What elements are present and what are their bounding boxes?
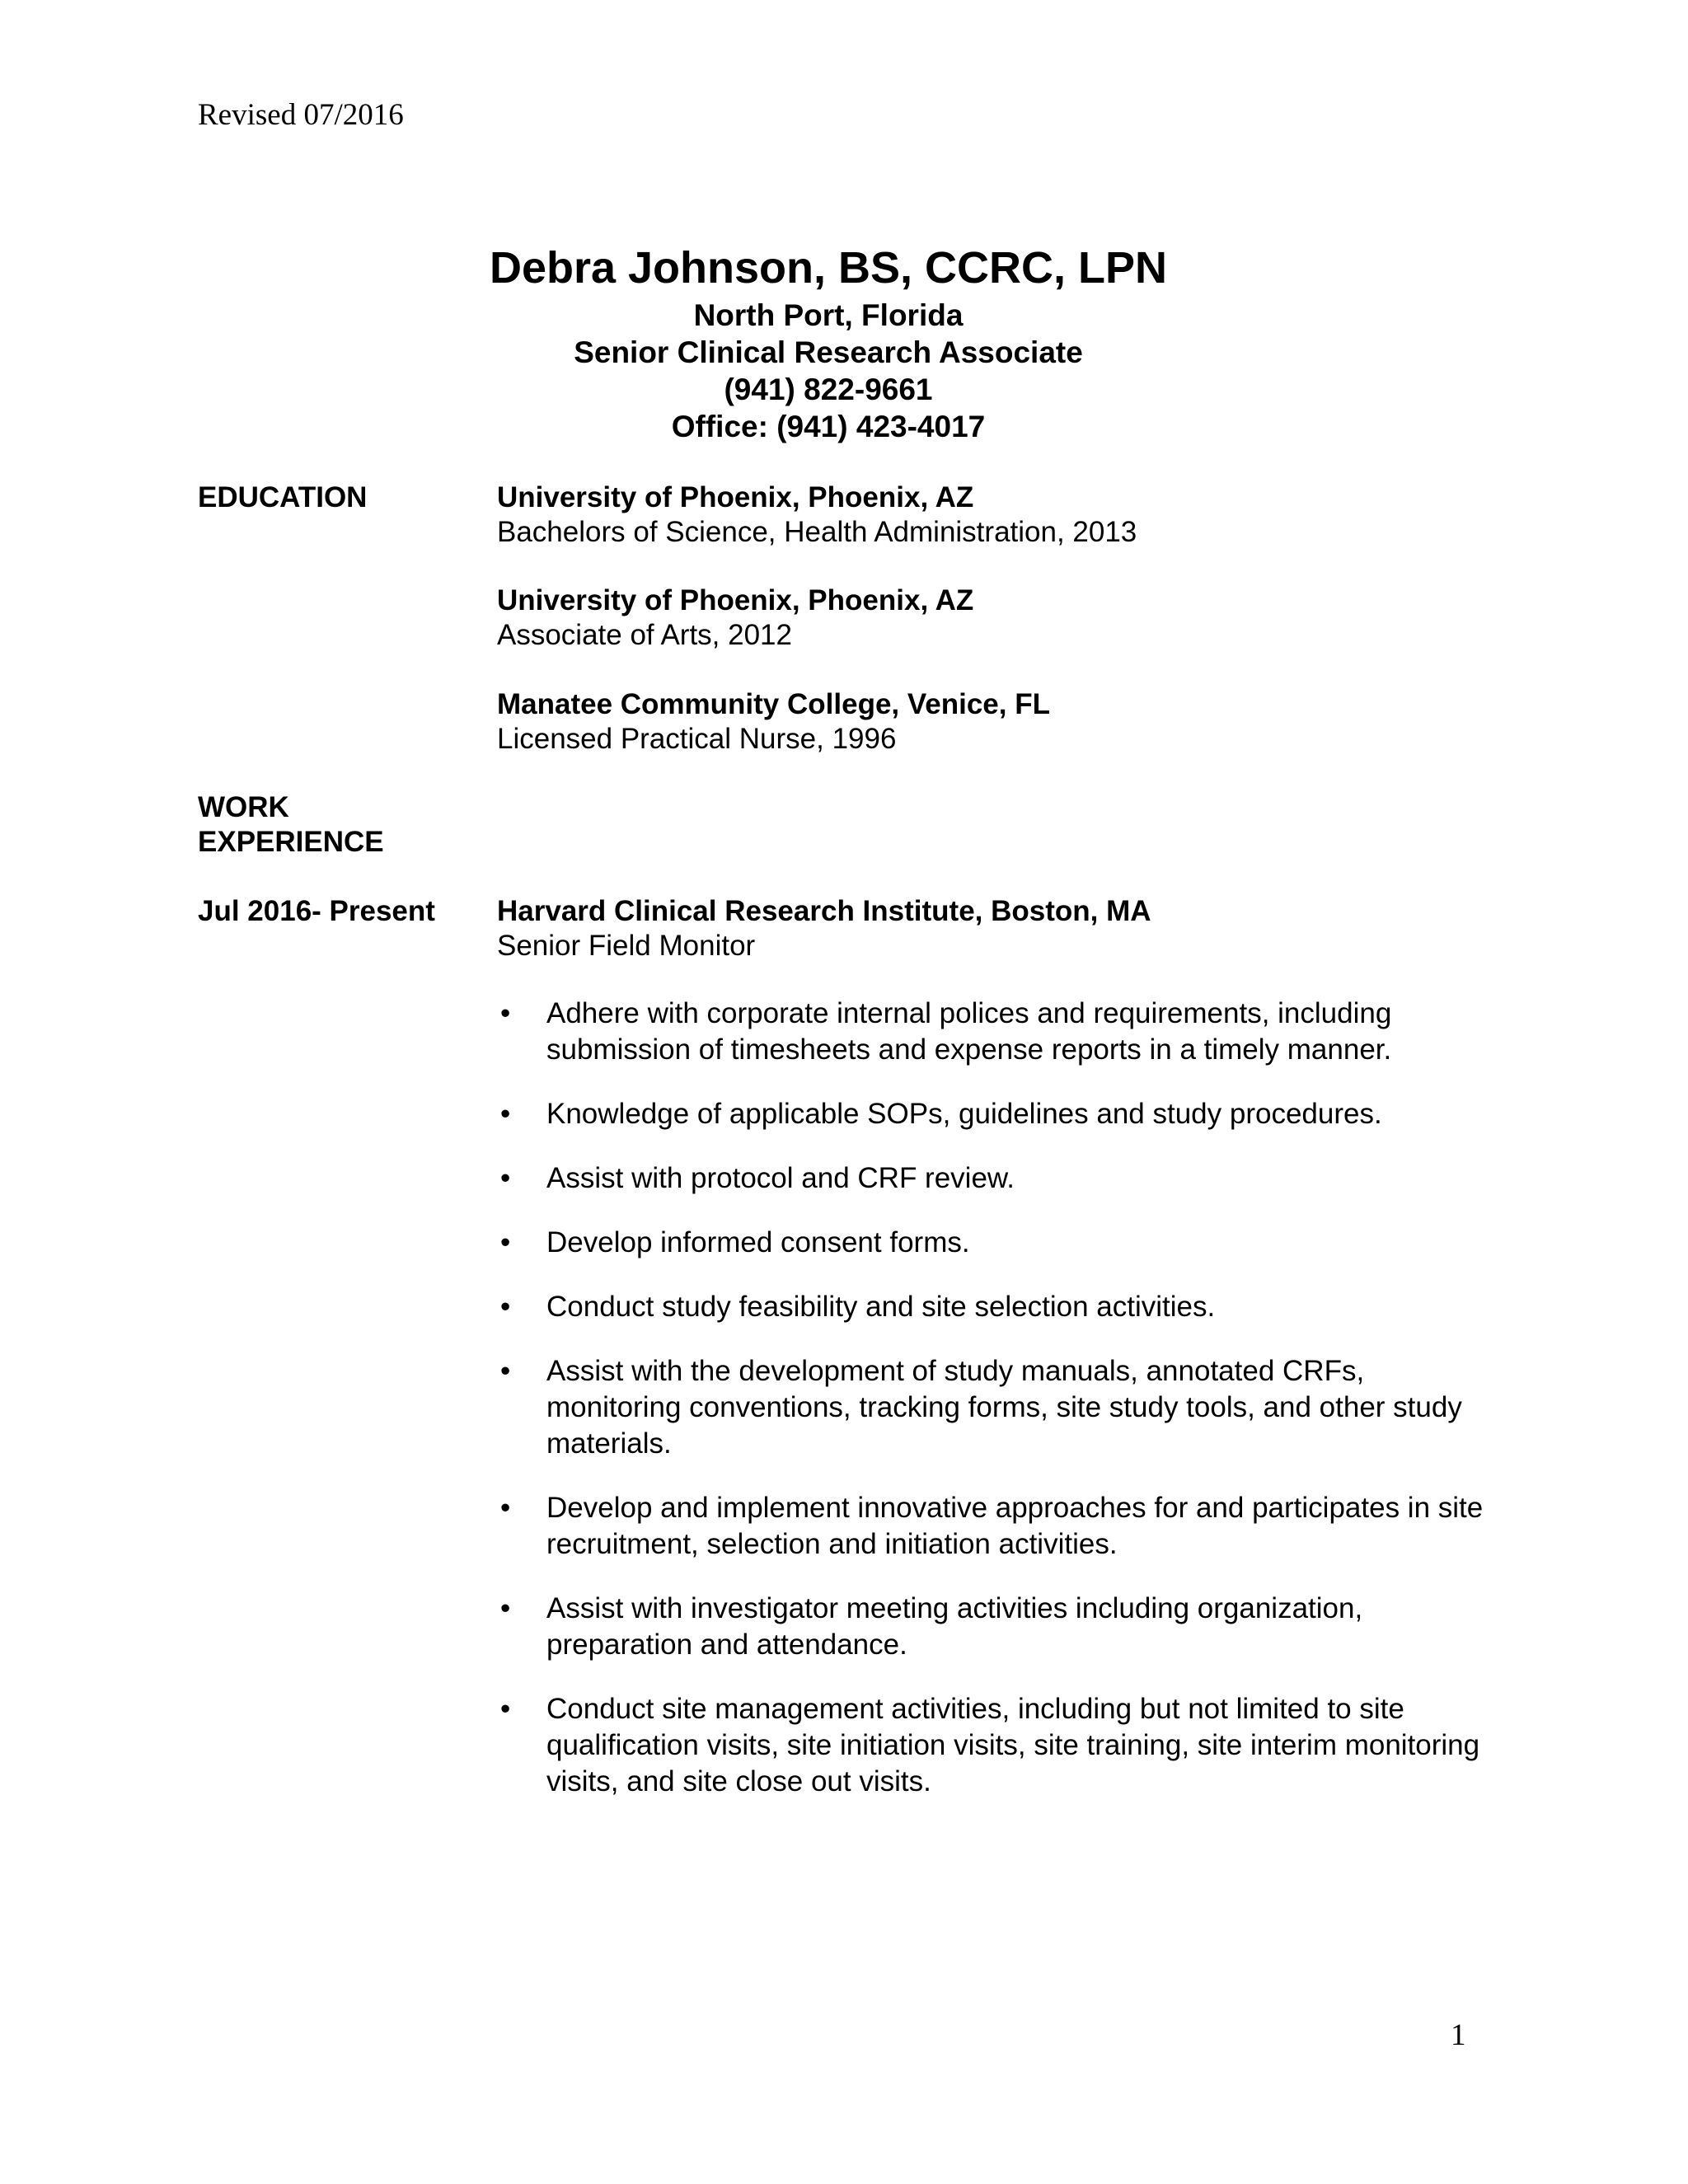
education-entry	[497, 480, 1137, 550]
bullet-icon: •	[500, 1592, 511, 1624]
bullet-icon: •	[500, 1162, 511, 1194]
bullet-icon: •	[500, 1226, 511, 1258]
page-number: 1	[1451, 2018, 1466, 2052]
duty-text: Develop and implement innovative approaches for and participates in site recruitment, selection and initiation activities.	[546, 1492, 1484, 1560]
list-item	[497, 1691, 1486, 1800]
list-item	[497, 996, 1486, 1068]
list-item	[497, 1289, 1486, 1325]
education-school: University of Phoenix, Phoenix, AZ	[497, 584, 974, 616]
education-heading: EDUCATION	[198, 481, 368, 513]
education-degree: Licensed Practical Nurse, 1996	[497, 723, 897, 755]
education-entry	[497, 583, 973, 653]
education-school: University of Phoenix, Phoenix, AZ	[497, 481, 974, 513]
education-degree: Associate of Arts, 2012	[497, 619, 792, 651]
list-item	[497, 1591, 1486, 1663]
work-experience-heading	[198, 790, 384, 860]
job-duties-list	[497, 996, 1486, 1828]
duty-text: Assist with protocol and CRF review.	[546, 1162, 1015, 1194]
candidate-location: North Port, Florida	[693, 298, 964, 332]
duty-text: Assist with the development of study manuals, annotated CRFs, monitoring conventions, tracking forms, site study tools, and other study materials.	[546, 1355, 1462, 1460]
list-item	[497, 1490, 1486, 1563]
job-dates: Jul 2016- Present	[198, 895, 435, 927]
duty-text: Assist with investigator meeting activities including organization, preparation and attendance.	[546, 1592, 1363, 1661]
bullet-icon: •	[500, 1291, 511, 1323]
bullet-icon: •	[500, 1693, 511, 1725]
education-entry	[497, 687, 1050, 757]
list-item	[497, 1160, 1486, 1197]
job-entry	[497, 894, 1151, 963]
list-item	[497, 1225, 1486, 1261]
duty-text: Adhere with corporate internal polices and requirements, including submission of timesheets and expense reports in a timely manner.	[546, 997, 1392, 1066]
work-heading-line: WORK	[198, 791, 289, 823]
bullet-icon: •	[500, 1098, 511, 1130]
candidate-office-phone: Office: (941) 423-4017	[671, 410, 986, 443]
duty-text: Conduct site management activities, including but not limited to site qualification visits, site initiation visits, site training, site interim monitoring visits, and site close out visits.	[546, 1693, 1480, 1797]
duty-text: Develop informed consent forms.	[546, 1226, 970, 1258]
bullet-icon: •	[500, 1355, 511, 1387]
duty-text: Knowledge of applicable SOPs, guidelines and study procedures.	[546, 1098, 1382, 1130]
candidate-phone: (941) 822-9661	[724, 373, 933, 406]
education-degree: Bachelors of Science, Health Administration, 2013	[497, 516, 1137, 548]
education-school: Manatee Community College, Venice, FL	[497, 688, 1050, 720]
candidate-name: Debra Johnson, BS, CCRC, LPN	[489, 243, 1168, 293]
resume-header	[363, 239, 1294, 445]
list-item	[497, 1353, 1486, 1462]
list-item	[497, 1096, 1486, 1132]
revision-date: Revised 07/2016	[198, 98, 404, 132]
job-role: Senior Field Monitor	[497, 930, 756, 962]
candidate-title: Senior Clinical Research Associate	[574, 335, 1083, 369]
bullet-icon: •	[500, 1492, 511, 1524]
work-heading-line: EXPERIENCE	[198, 826, 384, 858]
duty-text: Conduct study feasibility and site selection activities.	[546, 1291, 1216, 1323]
bullet-icon: •	[500, 997, 511, 1029]
job-employer: Harvard Clinical Research Institute, Boston, MA	[497, 895, 1151, 927]
